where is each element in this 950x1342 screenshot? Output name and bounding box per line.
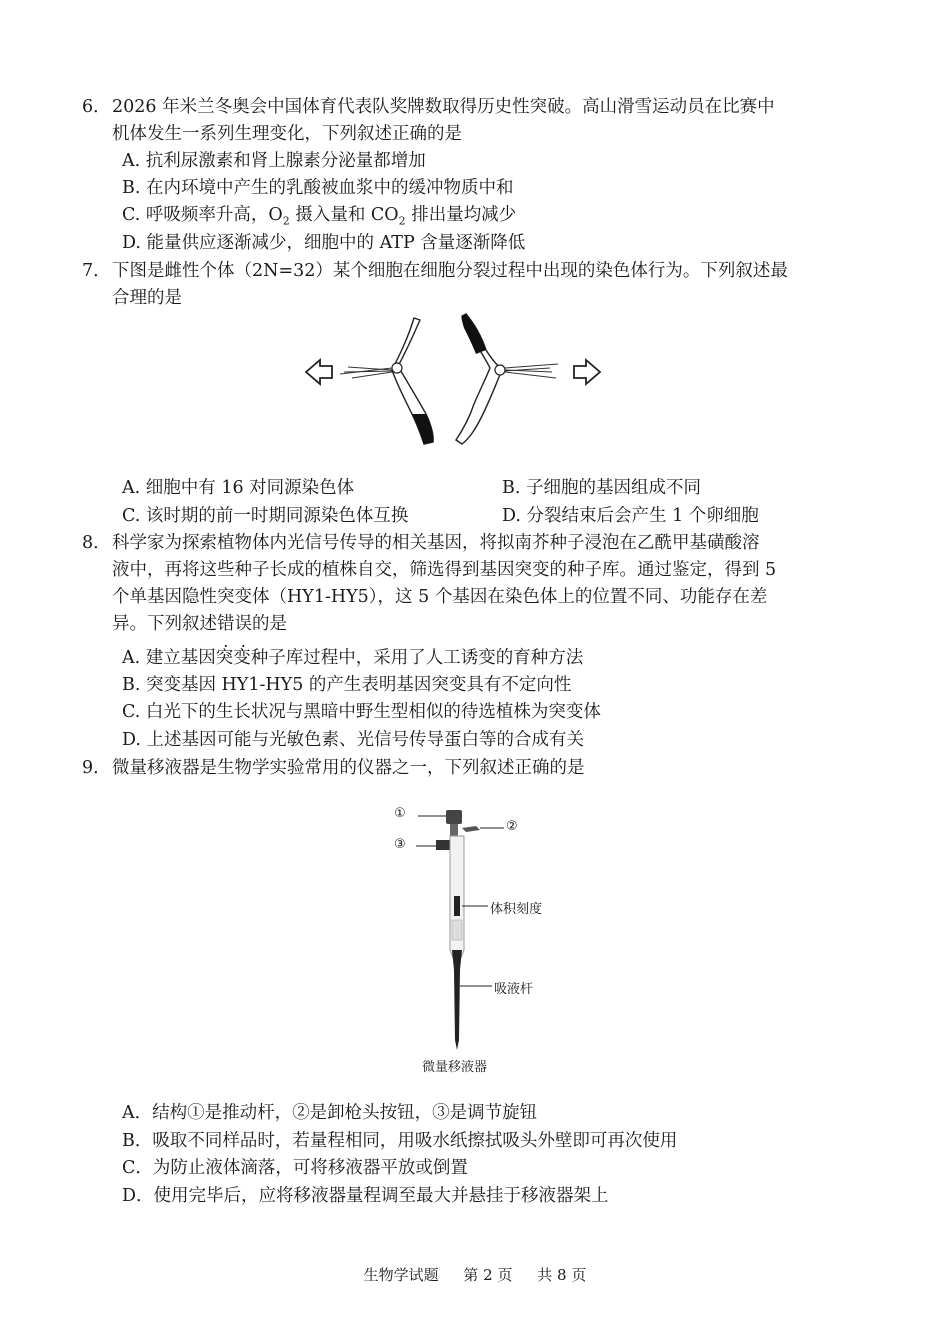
option-a: A. 建立基因突变种子库过程中，采用了人工诱变的育种方法	[122, 648, 584, 668]
spindle-fiber	[505, 364, 558, 368]
question-6	[82, 94, 842, 148]
chromosome-separation-figure	[300, 310, 610, 450]
footer-subject: 生物学试题	[363, 1266, 439, 1284]
question-stem-line: 2026 年米兰冬奥会中国体育代表队奖牌数取得历史性突破。高山滑雪运动员在比赛中	[112, 97, 775, 117]
option-b: B．吸取不同样品时，若量程相同，用吸水纸擦拭吸头外壁即可再次使用	[122, 1131, 678, 1151]
label-1: ①	[394, 806, 406, 821]
spindle-fiber	[505, 372, 556, 378]
question-number: 9．	[82, 758, 111, 778]
pipette-figure	[380, 800, 580, 1080]
label-volume-scale: 体积刻度	[490, 902, 543, 917]
question-number: 8．	[82, 533, 111, 553]
option-a: A. 抗利尿激素和肾上腺素分泌量都增加	[122, 151, 426, 171]
question-stem-line: 机体发生一系列生理变化，下列叙述正确的是	[112, 124, 462, 144]
plunger-button	[446, 810, 462, 824]
option-text: 排出量均减少	[405, 205, 517, 225]
question-stem-line: 合理的是	[112, 288, 182, 308]
option-text: 摄入量和 CO	[289, 205, 399, 225]
question-stem-line: 微量移液器是生物学实验常用的仪器之一，下列叙述正确的是	[112, 758, 585, 778]
option-d: D. 上述基因可能与光敏色素、光信号传导蛋白等的合成有关	[122, 730, 585, 750]
question-stem-line	[82, 611, 842, 638]
option-b: B. 突变基因 HY1-HY5 的产生表明基因突变具有不定向性	[122, 675, 572, 695]
subscript: 2	[282, 214, 290, 228]
page-footer	[0, 1264, 950, 1285]
arrow-right-icon	[574, 360, 600, 384]
pipette-illustration	[380, 800, 580, 1080]
spindle-fiber	[352, 372, 392, 378]
subscript: 2	[398, 214, 406, 228]
chromosome-segment-dark	[412, 414, 433, 444]
option-d: D．使用完毕后，应将移液器量程调至最大并悬挂于移液器架上	[122, 1186, 609, 1206]
option-b: B. 在内环境中产生的乳酸被血浆中的缓冲物质中和	[122, 178, 514, 198]
arrow-left-icon	[306, 360, 332, 384]
spindle-fiber	[344, 371, 392, 372]
eject-button	[462, 826, 480, 832]
label-2: ②	[506, 819, 518, 834]
option-a: A．结构①是推动杆，②是卸枪头按钮，③是调节旋钮	[122, 1103, 538, 1123]
question-stem-line: 个单基因隐性突变体（HY1-HY5），这 5 个基因在染色体上的位置不同、功能存在差	[112, 587, 768, 607]
question-stem-line: 液中，再将这些种子长成的植株自交，筛选得到基因突变的种子库。通过鉴定，得到 5	[112, 560, 777, 580]
label-suction-rod: 吸液杆	[494, 982, 534, 997]
option-c: C. 该时期的前一时期同源染色体互换	[122, 506, 409, 526]
option-d: D. 能量供应逐渐减少，细胞中的 ATP 含量逐渐降低	[122, 233, 526, 253]
question-9	[82, 755, 842, 782]
question-stem-line: 下图是雌性个体（2N=32）某个细胞在细胞分裂过程中出现的染色体行为。下列叙述最	[112, 261, 788, 281]
question-7	[82, 258, 842, 312]
label-3: ③	[394, 837, 406, 852]
pipette-shaft	[452, 950, 462, 1050]
volume-scale-window	[454, 896, 460, 916]
option-c: C．为防止液体滴落，可将移液器平放或倒置	[122, 1158, 468, 1178]
option-b: B. 子细胞的基因组成不同	[502, 478, 701, 498]
centromere	[495, 365, 505, 375]
option-a: A. 细胞中有 16 对同源染色体	[122, 478, 355, 498]
figure-caption: 微量移液器	[422, 1060, 488, 1075]
question-number: 7．	[82, 261, 111, 281]
footer-page: 第 2 页	[463, 1266, 513, 1284]
chromosome-segment-dark	[462, 314, 486, 354]
adjust-knob	[436, 840, 450, 850]
emphasis-dot-text: 误	[234, 614, 252, 634]
centromere	[392, 363, 402, 373]
option-c: C. 白光下的生长状况与黑暗中野生型相似的待选植株为突变体	[122, 702, 601, 722]
question-number: 6．	[82, 97, 111, 117]
question-stem-line: 科学家为探索植物体内光信号传导的相关基因，将拟南芥种子浸泡在乙酰甲基磺酸溶	[112, 533, 760, 553]
footer-total: 共 8 页	[537, 1266, 587, 1284]
option-text: C. 呼吸频率升高，O	[122, 205, 283, 225]
stem-text: 异。下列叙述	[112, 614, 217, 634]
emphasis-dot-text: 错	[217, 614, 235, 634]
option-d: D. 分裂结束后会产生 1 个卵细胞	[502, 506, 759, 526]
stem-text: 的是	[252, 614, 287, 634]
question-8	[82, 530, 842, 638]
